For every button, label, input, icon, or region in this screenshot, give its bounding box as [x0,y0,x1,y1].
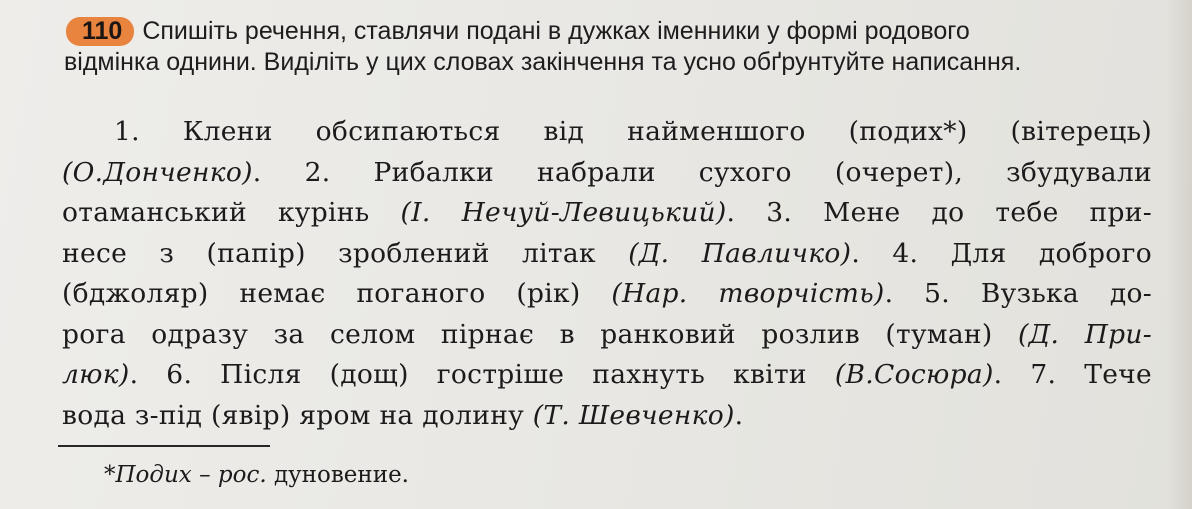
author-attribution: (І. Нечуй-Левицький) [400,197,727,228]
author-attribution: (В.Сосюра) [834,359,994,390]
author-attribution: (Нар. творчість) [611,278,885,309]
text-line [62,112,1152,153]
text-segment: . 3. Мене до тебе при- [726,197,1153,228]
footnote-divider [58,445,270,447]
text-line [62,274,1152,315]
page-edge-shadow [1166,0,1192,509]
author-attribution: (Т. Шевченко) [532,399,735,431]
footnote-translation: дуновение. [266,462,409,488]
footnote-dash: – [191,462,218,488]
text-segment: . 4. Для доброго [851,237,1152,269]
exercise-text [62,112,1152,436]
text-segment: отаманський курінь [62,197,401,228]
text-segment: (бджоляр) немає поганого (рік) [62,278,612,309]
exercise-number-badge: 110 [66,17,134,46]
footnote-language: рос. [217,462,267,488]
text-line [62,153,1152,194]
text-segment: . 7. Тече [993,359,1152,390]
text-segment: несе з (папір) зроблений літак [62,237,629,269]
exercise-header [66,16,1156,78]
text-segment: 1. Клени обсипаються від найменшого (подих*) (вітерець) [114,116,1152,147]
text-segment: рога одразу за селом пірнає в ранковий розлив (туман) [62,318,1019,350]
text-segment: . [734,399,744,431]
text-line [62,315,1152,356]
text-segment: . 2. Рибалки набрали сухого (очерет), збудували [252,156,1152,188]
author-attribution: люк) [62,359,130,390]
footnote-term: Подих [115,462,192,488]
text-line [62,355,1152,396]
text-segment: . 5. Вузька до- [884,278,1152,309]
text-line [62,396,1152,437]
exercise-instruction-line-1: Спишіть речення, ставлячи подані в дужках іменники у формі родового [142,17,970,45]
exercise-instruction-line-2: відмінка однини. Виділіть у цих словах закінчення та усно обґрунтуйте написання. [64,48,1022,76]
footnote-marker: * [104,462,116,488]
author-attribution: (Д. Павличко) [628,237,852,269]
text-line [62,193,1152,234]
text-line [62,234,1152,275]
author-attribution: (О.Донченко) [62,156,253,188]
footnote [104,462,409,488]
text-segment: вода з-під (явір) яром на долину [62,399,533,431]
text-segment: . 6. Після (дощ) гостріше пахнуть квіти [129,359,835,390]
author-attribution: (Д. При- [1018,318,1152,350]
